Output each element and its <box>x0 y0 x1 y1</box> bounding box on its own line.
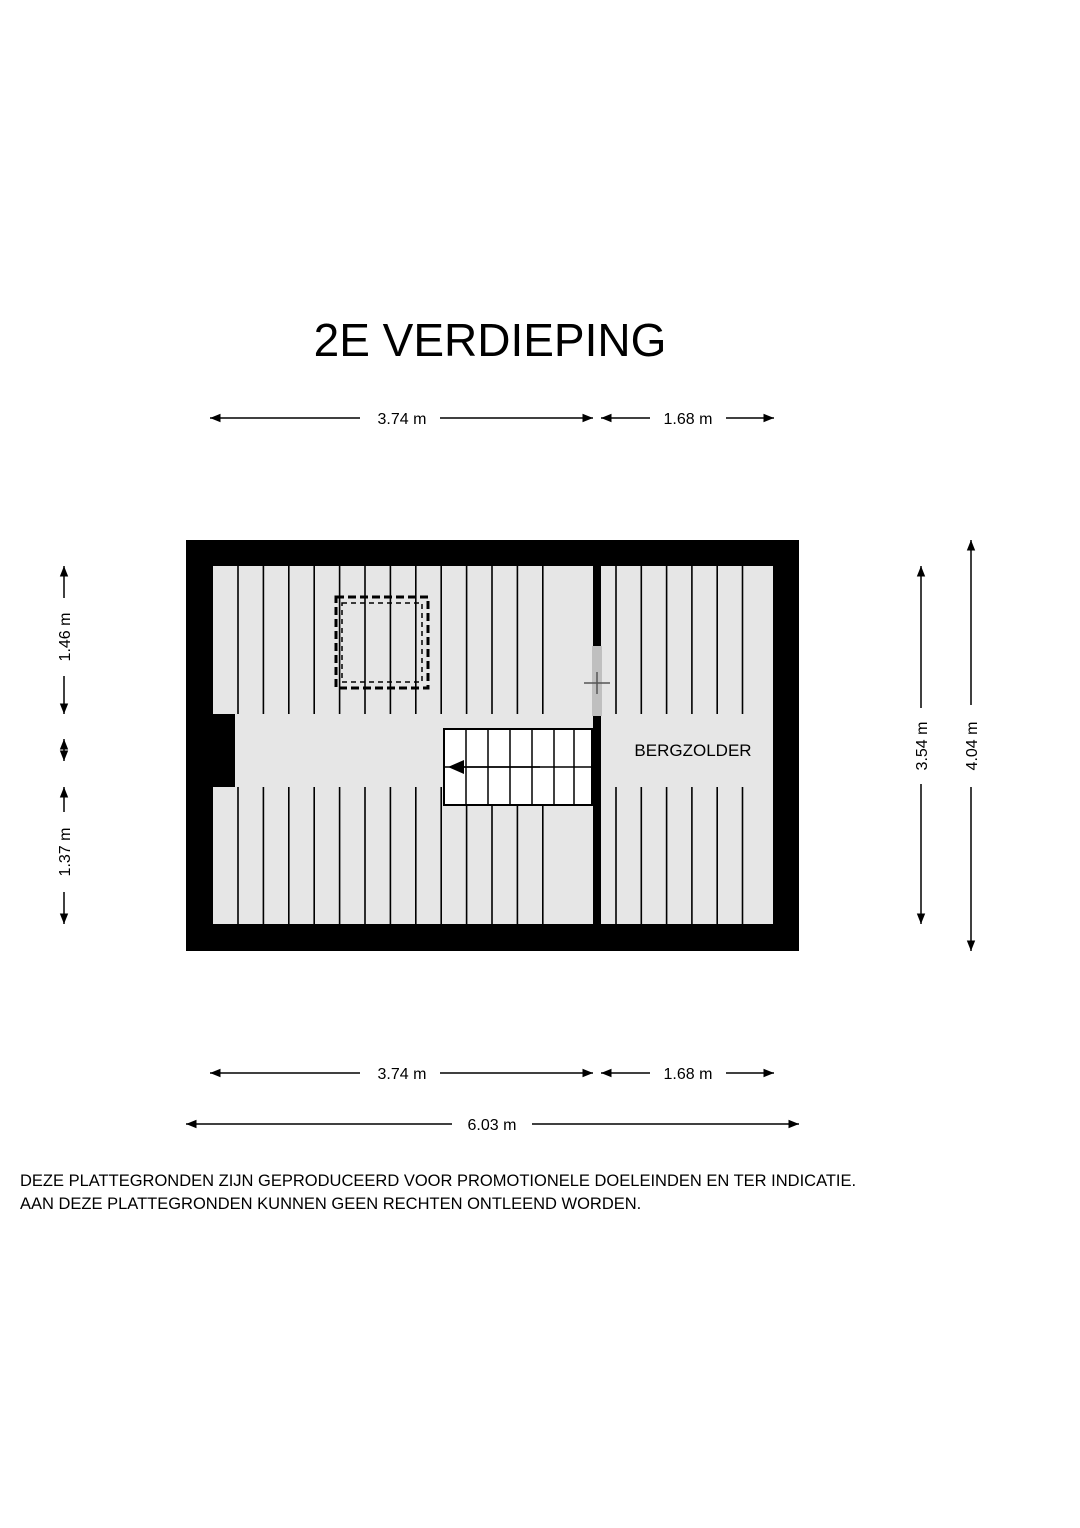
dim-bottom-left: 3.74 m <box>377 1066 427 1083</box>
dim-top-right: 1.68 m <box>663 411 713 428</box>
dimension-bottom <box>186 1066 799 1134</box>
dim-bottom-right: 1.68 m <box>663 1066 713 1083</box>
dim-bottom-total: 6.03 m <box>467 1117 517 1134</box>
dim-right-outer: 4.04 m <box>964 721 981 771</box>
disclaimer-line-1: DEZE PLATTEGRONDEN ZIJN GEPRODUCEERD VOOR PROMOTIONELE DOELEINDEN EN TER INDICATIE. <box>20 1172 857 1190</box>
dimension-right <box>914 540 981 951</box>
partition-wall <box>593 566 601 924</box>
dim-right-inner: 3.54 m <box>914 721 931 771</box>
page-title: 2E VERDIEPING <box>313 314 667 366</box>
dim-top-left: 3.74 m <box>377 411 427 428</box>
dim-left-lower: 1.37 m <box>57 827 74 877</box>
dim-left-upper: 1.46 m <box>57 612 74 662</box>
dimension-left <box>57 566 74 924</box>
staircase <box>444 729 592 805</box>
dimension-top <box>210 411 774 428</box>
disclaimer-line-2: AAN DEZE PLATTEGRONDEN KUNNEN GEEN RECHTEN ONTLEEND WORDEN. <box>20 1195 642 1213</box>
room-label-bergzolder: BERGZOLDER <box>634 741 752 760</box>
